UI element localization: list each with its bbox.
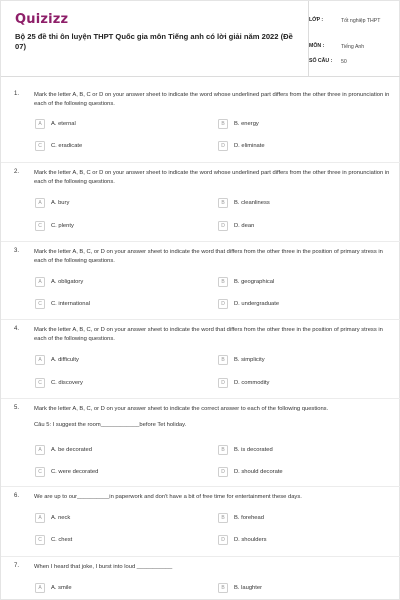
divider: [1, 398, 400, 399]
option-letter-box: B: [218, 119, 228, 129]
option-letter-box: B: [218, 513, 228, 523]
question-text: Mark the letter A, B, C, or D on your answer sheet to indicate the correct answer to each of the following questions.: [34, 406, 329, 412]
subject-value: Tiếng Anh: [341, 44, 365, 50]
question-count-label: SỐ CÂU :: [309, 58, 333, 64]
option-letter-box: C: [35, 141, 45, 151]
option-text: A. eternal: [51, 120, 76, 127]
question-number: 7.: [14, 563, 20, 569]
option-text: B. geographical: [234, 278, 275, 285]
option-text: B. cleanliness: [234, 199, 270, 206]
option-letter-box: A: [35, 583, 45, 593]
option-letter-box: C: [35, 299, 45, 309]
option-text: B. energy: [234, 120, 259, 127]
option-text: B. is decorated: [234, 446, 273, 453]
option-text: A. be decorated: [51, 446, 92, 453]
question-subtext: Câu 5: I suggest the room____________before Tet holiday.: [34, 422, 187, 428]
page-title: Bộ 25 đề thi ôn luyện THPT Quốc gia môn Tiếng anh có lời giải năm 2022 (Đề 07): [15, 32, 293, 51]
quizizz-logo[interactable]: Quizizz: [15, 12, 69, 27]
divider: [1, 241, 400, 242]
option-letter-box: B: [218, 583, 228, 593]
option-text: A. smile: [51, 584, 72, 591]
option-text: D. shoulders: [234, 536, 267, 543]
option-letter-box: A: [35, 119, 45, 129]
option-letter-box: A: [35, 445, 45, 455]
worksheet-meta: [308, 1, 400, 77]
question-number: 3.: [14, 248, 20, 254]
question-text: Mark the letter A, B, C, or D on your answer sheet to indicate the word that differs from the other three in the position of primary stress in each of the following questions.: [34, 327, 383, 342]
question-number: 5.: [14, 405, 20, 411]
option-text: D. should decorate: [234, 468, 283, 475]
question-number: 1.: [14, 91, 20, 97]
option-text: C. plenty: [51, 222, 74, 229]
option-text: A. bury: [51, 199, 70, 206]
option-letter-box: A: [35, 198, 45, 208]
option-letter-box: B: [218, 355, 228, 365]
option-letter-box: B: [218, 277, 228, 287]
option-text: C. eradicate: [51, 142, 83, 149]
option-text: D. commodity: [234, 379, 270, 386]
option-letter-box: A: [35, 513, 45, 523]
option-letter-box: B: [218, 198, 228, 208]
option-text: B. laughter: [234, 584, 263, 591]
option-text: C. international: [51, 300, 90, 307]
option-text: A. obligatory: [51, 278, 84, 285]
subject-label: MÔN :: [309, 43, 325, 49]
class-value: Tốt nghiệp THPT: [341, 18, 381, 24]
question-text: Mark the letter A, B, C, or D on your answer sheet to indicate the word that differs from the other three in the position of primary stress in each of the following questions.: [34, 249, 383, 264]
option-letter-box: D: [218, 299, 228, 309]
option-text: D. eliminate: [234, 142, 265, 149]
divider: [1, 556, 400, 557]
option-text: B. forehead: [234, 514, 264, 521]
question-number: 2.: [14, 169, 20, 175]
option-letter-box: A: [35, 277, 45, 287]
option-text: C. were decorated: [51, 468, 99, 475]
option-text: C. discovery: [51, 379, 83, 386]
question-number: 4.: [14, 326, 20, 332]
option-text: A. neck: [51, 514, 71, 521]
option-letter-box: A: [35, 355, 45, 365]
divider: [1, 319, 400, 320]
option-text: D. dean: [234, 222, 255, 229]
question-text: When I heard that joke, I burst into loud ___________: [34, 564, 173, 570]
divider: [1, 486, 400, 487]
question-text: We are up to our__________in paperwork and don't have a bit of free time for entertainment these days.: [34, 494, 302, 500]
class-label: LỚP :: [309, 17, 324, 23]
option-letter-box: C: [35, 535, 45, 545]
question-text: Mark the letter A, B, C or D on your answer sheet to indicate the word whose underlined part differs from the other three in pronunciation in each of the following questions.: [34, 170, 390, 185]
option-letter-box: C: [35, 221, 45, 231]
option-letter-box: D: [218, 221, 228, 231]
option-text: A. difficulty: [51, 356, 79, 363]
option-text: C. chest: [51, 536, 73, 543]
option-letter-box: D: [218, 141, 228, 151]
option-letter-box: C: [35, 378, 45, 388]
question-count-value: 50: [341, 59, 347, 65]
divider: [1, 162, 400, 163]
worksheet-header: [1, 1, 400, 77]
option-letter-box: B: [218, 445, 228, 455]
option-letter-box: C: [35, 467, 45, 477]
option-text: B. simplicity: [234, 356, 265, 363]
option-text: D. undergraduate: [234, 300, 280, 307]
option-letter-box: D: [218, 535, 228, 545]
option-letter-box: D: [218, 467, 228, 477]
option-letter-box: D: [218, 378, 228, 388]
question-number: 6.: [14, 493, 20, 499]
question-text: Mark the letter A, B, C or D on your answer sheet to indicate the word whose underlined part differs from the other three in pronunciation in each of the following questions.: [34, 92, 390, 107]
